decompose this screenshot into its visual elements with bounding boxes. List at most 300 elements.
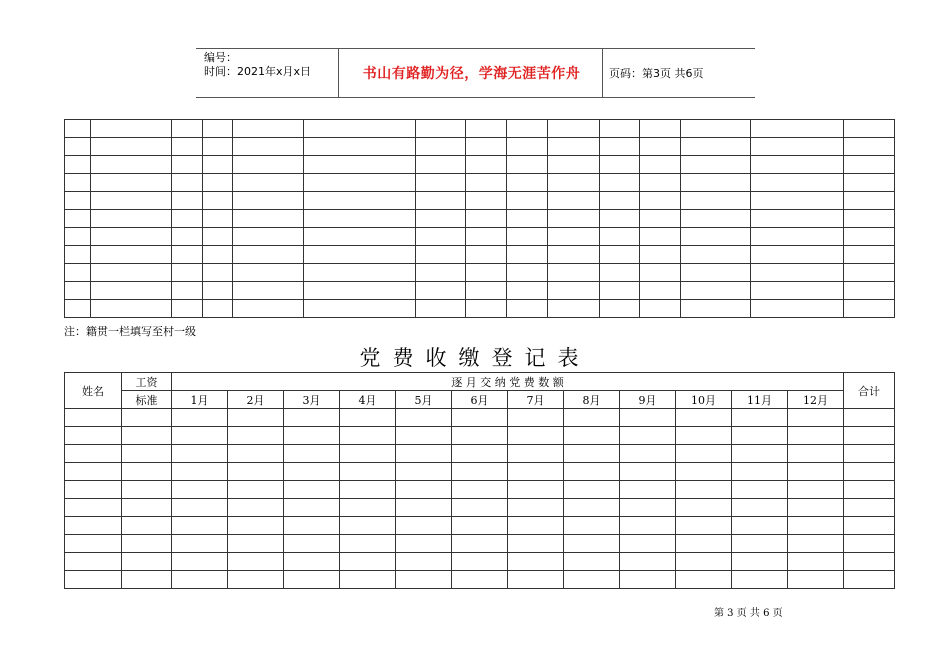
table-cell [233,120,304,138]
table-cell [233,156,304,174]
table-cell [681,210,751,228]
table-cell [122,535,172,553]
table-cell [507,264,548,282]
table-row [65,156,895,174]
page-title: 党费收缴登记表 [359,346,591,370]
table-row [65,571,895,589]
table-cell [396,553,452,571]
table-cell [600,192,640,210]
table-row [65,246,895,264]
table-cell [788,535,844,553]
table-cell [676,535,732,553]
table-cell [340,427,396,445]
table-cell [507,210,548,228]
table-cell [620,553,676,571]
table-cell [304,192,416,210]
table-cell [172,192,203,210]
page-header [196,48,755,98]
table-cell [751,246,844,264]
table-cell [172,282,203,300]
table-cell [600,264,640,282]
table-row [65,138,895,156]
table-cell [732,481,788,499]
table-cell [466,192,507,210]
table-cell [508,553,564,571]
header-page-label: 页码：第3页 共6页 [609,67,704,80]
table-cell [122,499,172,517]
table-cell [466,282,507,300]
table-cell [452,463,508,481]
page-footer: 第 3 页 共 6 页 [714,608,783,619]
table-cell [548,228,600,246]
table-cell [676,553,732,571]
table-cell [172,463,228,481]
table-row [65,535,895,553]
table-cell [91,174,172,192]
table-cell [91,300,172,318]
table-cell [452,517,508,535]
table-cell [396,427,452,445]
table-cell [122,427,172,445]
table-cell [304,300,416,318]
serial-label: 编号： [204,51,237,64]
table-cell [203,192,233,210]
table-cell [564,463,620,481]
table-cell [416,228,466,246]
table-cell [676,571,732,589]
table-cell [507,282,548,300]
table-cell [600,228,640,246]
table-cell [732,535,788,553]
table-cell [676,499,732,517]
total-header: 合计 [844,373,895,409]
table-cell [844,282,895,300]
table-cell [676,481,732,499]
table-cell [844,553,895,571]
table-cell [233,138,304,156]
table-cell [507,138,548,156]
table-cell [564,571,620,589]
month-header: 10月 [676,391,732,409]
time-label: 时间：2021年x月x日 [204,65,312,78]
table-cell [732,409,788,427]
table-cell [844,517,895,535]
table-cell [65,571,122,589]
table-cell [203,300,233,318]
table-cell [228,463,284,481]
table-cell [65,481,122,499]
table-cell [788,481,844,499]
table-cell [681,264,751,282]
table-cell [466,264,507,282]
table-cell [844,192,895,210]
table-cell [172,228,203,246]
table-cell [600,156,640,174]
table-cell [172,264,203,282]
table-cell [788,571,844,589]
table-cell [788,445,844,463]
table-cell [203,282,233,300]
table-cell [788,463,844,481]
table-cell [228,535,284,553]
table-cell [203,210,233,228]
table-cell [508,463,564,481]
table-cell [65,156,91,174]
table-cell [284,445,340,463]
table-cell [466,120,507,138]
table-cell [466,138,507,156]
table-cell [122,463,172,481]
table-cell [751,192,844,210]
table-cell [228,445,284,463]
table-cell [172,174,203,192]
table-cell [284,481,340,499]
month-header: 1月 [172,391,228,409]
table-cell [172,210,203,228]
table-cell [284,517,340,535]
table-cell [732,445,788,463]
table-cell [466,210,507,228]
table-cell [508,499,564,517]
table-cell [564,445,620,463]
table-cell [620,481,676,499]
table-cell [284,535,340,553]
table-cell [788,409,844,427]
table-cell [284,427,340,445]
table-cell [416,174,466,192]
table-row [65,228,895,246]
table-cell [466,228,507,246]
table-cell [844,228,895,246]
table-cell [844,481,895,499]
table-cell [788,499,844,517]
table-cell [203,138,233,156]
table-cell [304,174,416,192]
table-cell [564,499,620,517]
month-header: 12月 [788,391,844,409]
table-cell [284,409,340,427]
table-cell [172,481,228,499]
table-cell [396,409,452,427]
table-cell [304,138,416,156]
table-cell [172,535,228,553]
table-cell [600,120,640,138]
table-cell [640,264,681,282]
table-cell [65,300,91,318]
table-cell [640,210,681,228]
table-cell [452,499,508,517]
table-cell [620,517,676,535]
table-cell [507,300,548,318]
table-cell [228,517,284,535]
table-cell [172,517,228,535]
table-cell [122,409,172,427]
table-cell [416,138,466,156]
table-cell [564,409,620,427]
table-cell [396,499,452,517]
table-cell [284,463,340,481]
month-header: 11月 [732,391,788,409]
table-cell [172,246,203,264]
table-cell [564,535,620,553]
table-cell [416,210,466,228]
table-cell [676,427,732,445]
table-cell [640,174,681,192]
table-cell [507,156,548,174]
table-cell [844,246,895,264]
table-cell [65,517,122,535]
table-cell [122,571,172,589]
table-cell [65,499,122,517]
table-cell [233,246,304,264]
table-row [65,120,895,138]
table-cell [304,228,416,246]
month-header: 9月 [620,391,676,409]
table-cell [681,282,751,300]
table-cell [340,571,396,589]
table-cell [788,553,844,571]
table-cell [788,517,844,535]
table-cell [172,409,228,427]
table-cell [466,174,507,192]
table-cell [172,156,203,174]
table-cell [172,571,228,589]
table-cell [172,120,203,138]
table-cell [548,210,600,228]
table-cell [844,138,895,156]
table-cell [340,517,396,535]
table-cell [452,427,508,445]
table-cell [507,228,548,246]
table-cell [681,138,751,156]
table-cell [620,535,676,553]
table-cell [600,210,640,228]
month-header: 2月 [228,391,284,409]
table-cell [844,409,895,427]
table-cell [751,282,844,300]
table-cell [452,553,508,571]
table-cell [65,246,91,264]
table-cell [600,300,640,318]
table-cell [508,409,564,427]
table-row [65,463,895,481]
table-row [65,192,895,210]
table-cell [507,174,548,192]
table-cell [640,192,681,210]
table-cell [340,499,396,517]
table-cell [640,228,681,246]
table-cell [681,156,751,174]
table-cell [65,553,122,571]
table-cell [65,427,122,445]
table-cell [172,445,228,463]
table-cell [340,481,396,499]
table-cell [65,282,91,300]
table-cell [65,210,91,228]
table-cell [466,156,507,174]
table-cell [676,409,732,427]
table-row [65,427,895,445]
table-cell [340,535,396,553]
party-dues-table [64,372,895,589]
table-cell [172,300,203,318]
table-cell [91,210,172,228]
table-cell [620,499,676,517]
table-cell [508,427,564,445]
table-cell [65,228,91,246]
wage-header-line2: 标准 [122,391,172,409]
table-cell [304,264,416,282]
table-cell [233,192,304,210]
table-cell [304,246,416,264]
name-header: 姓名 [65,373,122,409]
table-row [65,282,895,300]
table-cell [844,463,895,481]
table-cell [228,571,284,589]
table-cell [396,445,452,463]
table-cell [172,427,228,445]
table-cell [340,463,396,481]
table-row [65,409,895,427]
table-cell [548,300,600,318]
table-cell [452,535,508,553]
table-cell [203,156,233,174]
table-cell [172,553,228,571]
table-cell [620,571,676,589]
table-cell [416,300,466,318]
table-cell [304,282,416,300]
table-cell [284,571,340,589]
table-cell [65,535,122,553]
table-cell [844,445,895,463]
table-cell [507,120,548,138]
table-row [65,481,895,499]
table-cell [228,481,284,499]
table-cell [600,246,640,264]
table-row [65,499,895,517]
table-cell [681,246,751,264]
table-cell [676,463,732,481]
table-cell [65,264,91,282]
table-cell [548,138,600,156]
month-header: 8月 [564,391,620,409]
table-cell [732,517,788,535]
table-cell [91,192,172,210]
table-cell [122,517,172,535]
month-header: 6月 [452,391,508,409]
table-cell [620,409,676,427]
table-cell [548,174,600,192]
table-cell [620,463,676,481]
table-cell [620,427,676,445]
table-cell [340,409,396,427]
table-cell [508,571,564,589]
table-cell [548,156,600,174]
monthly-dues-header: 逐 月 交 纳 党 费 数 额 [172,373,844,391]
table-cell [732,463,788,481]
table-cell [233,282,304,300]
table-cell [233,174,304,192]
table-cell [640,246,681,264]
table-cell [548,282,600,300]
table-cell [844,156,895,174]
table-cell [65,138,91,156]
table-row [65,445,895,463]
table-cell [844,571,895,589]
table-cell [844,535,895,553]
table-cell [396,481,452,499]
table-cell [732,553,788,571]
table-cell [416,192,466,210]
table-cell [416,156,466,174]
table-cell [548,120,600,138]
table-cell [122,553,172,571]
table-cell [416,264,466,282]
table-cell [233,228,304,246]
table-cell [65,445,122,463]
table-cell [416,246,466,264]
table-cell [416,120,466,138]
table-cell [751,120,844,138]
table-cell [844,427,895,445]
table-cell [508,445,564,463]
table-cell [340,445,396,463]
table-cell [640,138,681,156]
table-cell [65,192,91,210]
month-header: 4月 [340,391,396,409]
header-info [204,51,311,79]
table-cell [396,571,452,589]
table-cell [466,300,507,318]
table-row [65,517,895,535]
table-row [65,210,895,228]
table-cell [304,120,416,138]
wage-header-line1: 工资 [122,373,172,391]
table-row [65,174,895,192]
table-cell [844,499,895,517]
table-cell [396,535,452,553]
table-cell [640,120,681,138]
table-cell [751,156,844,174]
table-cell [304,156,416,174]
table-row [65,264,895,282]
table-cell [620,445,676,463]
table-cell [233,210,304,228]
table-cell [681,120,751,138]
table-cell [681,174,751,192]
table-cell [564,427,620,445]
table-cell [732,499,788,517]
table-cell [681,192,751,210]
table-cell [452,481,508,499]
table-cell [600,174,640,192]
table-cell [508,517,564,535]
table-cell [508,535,564,553]
header-divider [602,49,603,97]
table-cell [844,264,895,282]
table-cell [284,499,340,517]
table-cell [844,174,895,192]
table-cell [564,481,620,499]
table-cell [91,264,172,282]
table-cell [564,553,620,571]
table-cell [732,427,788,445]
table-cell [844,120,895,138]
table-cell [91,228,172,246]
table-cell [65,120,91,138]
table-cell [91,282,172,300]
table-cell [640,300,681,318]
